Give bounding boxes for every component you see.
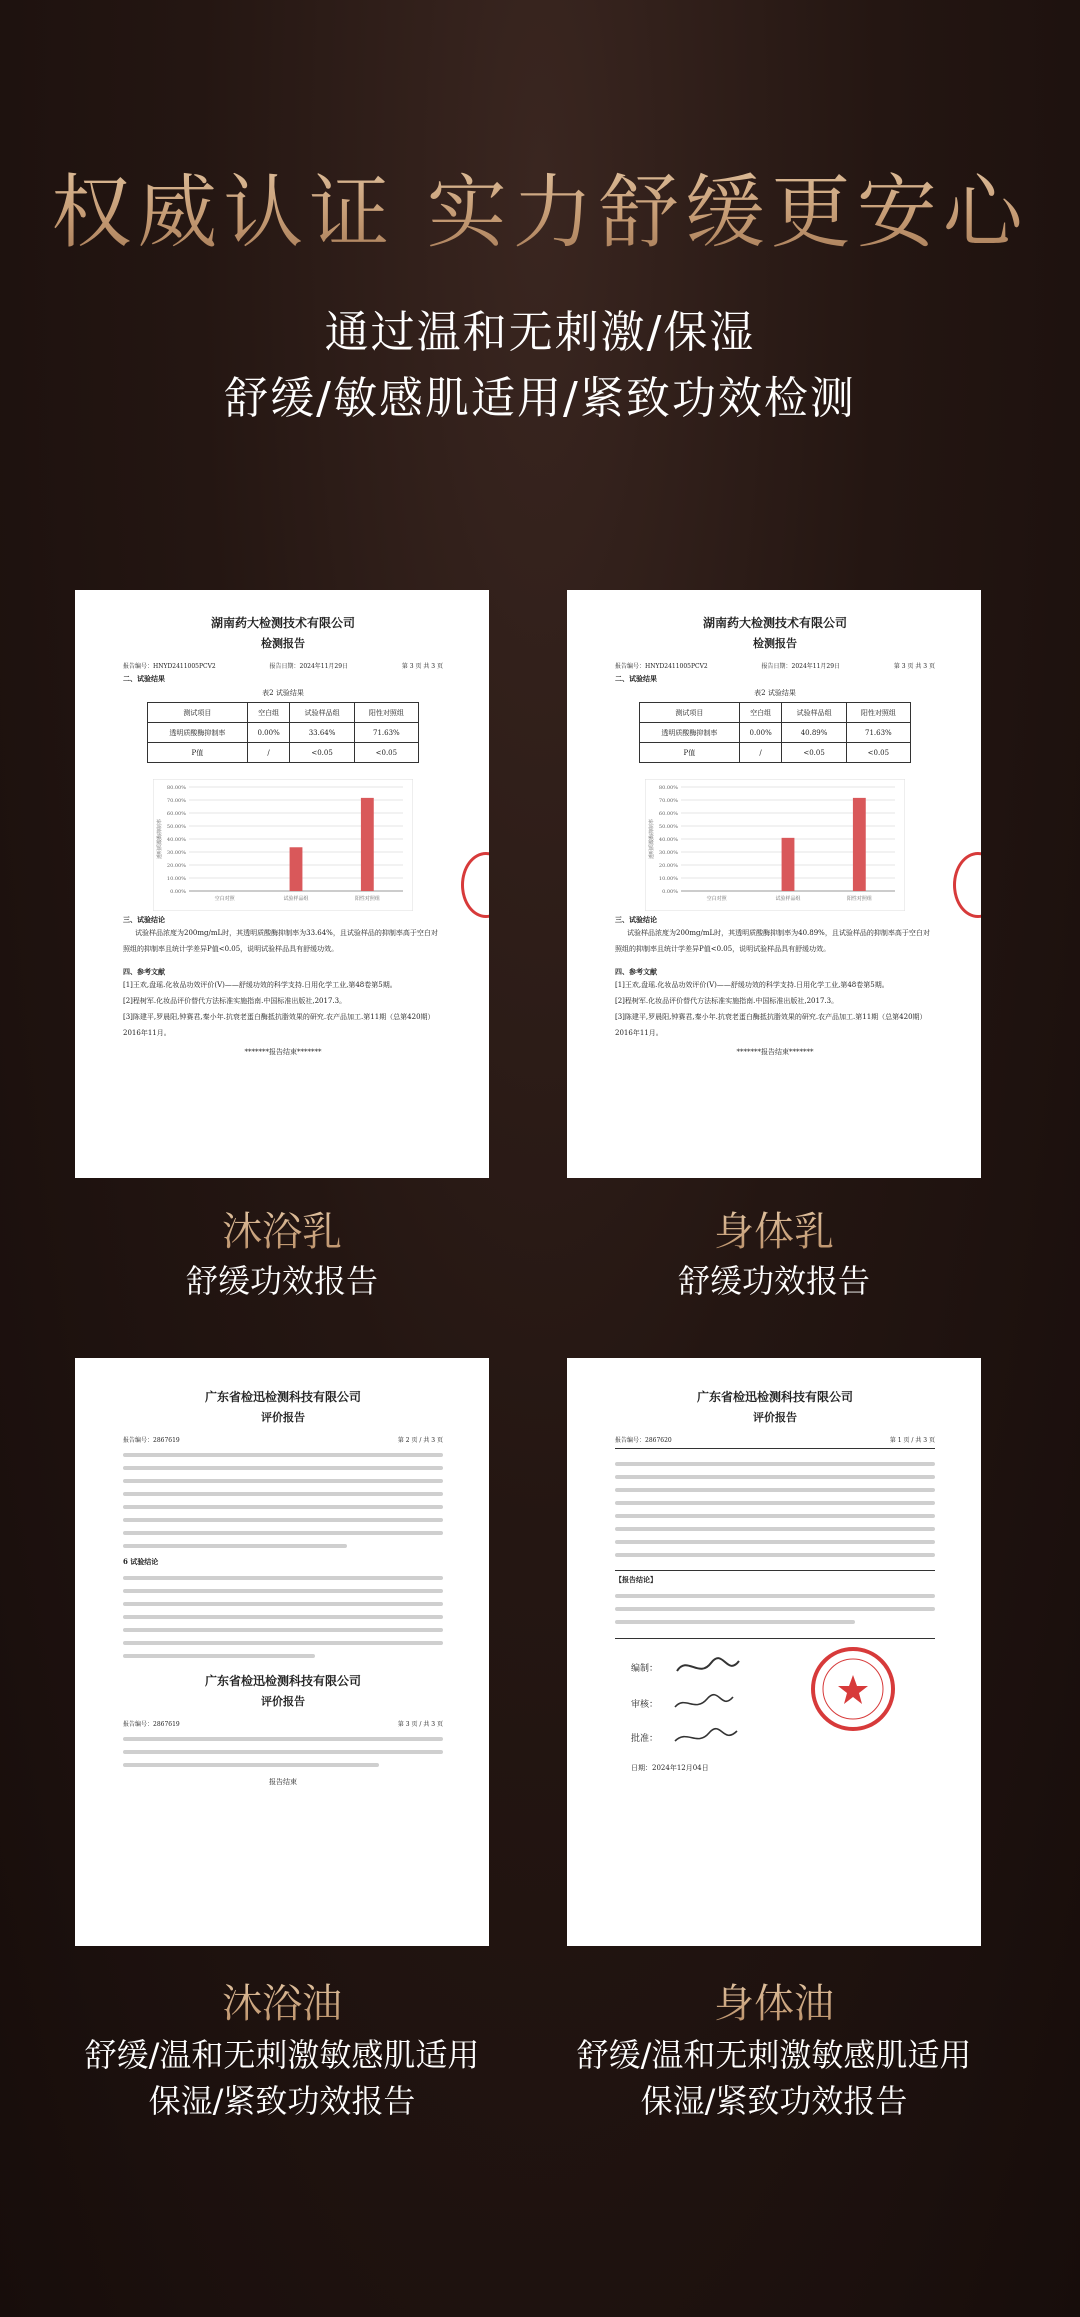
doc1-result-table bbox=[147, 702, 419, 763]
text-line bbox=[615, 1462, 935, 1466]
card-3-subtitle-2: 保湿/紧致功效报告 bbox=[148, 2082, 416, 2120]
y-tick-label: 50.00% bbox=[658, 824, 678, 830]
card-1-title: 沐浴乳 bbox=[72, 1200, 492, 1257]
text-line bbox=[123, 1763, 379, 1767]
x-tick-label: 试验样品组 bbox=[775, 896, 801, 902]
report-document-1 bbox=[75, 590, 489, 1178]
doc1-section-2: 二、试验结果 bbox=[123, 674, 165, 683]
card-3-title: 沐浴油 bbox=[72, 1972, 492, 2029]
table-cell: <0.05 bbox=[290, 743, 354, 763]
doc2-section-4: 四、参考文献 bbox=[615, 967, 657, 976]
y-tick-label: 60.00% bbox=[166, 811, 186, 817]
table-header: 试验样品组 bbox=[782, 703, 846, 723]
table-cell: 33.64% bbox=[290, 723, 354, 743]
card-1-subtitle: 舒缓功效报告 bbox=[185, 1262, 378, 1300]
table-cell: 0.00% bbox=[739, 723, 782, 743]
doc2-page: 第 3 页 共 3 页 bbox=[893, 663, 935, 670]
report-document-3 bbox=[75, 1358, 489, 1946]
chart-bar bbox=[782, 838, 795, 891]
text-line bbox=[123, 1531, 443, 1535]
card-3-subtitle-1: 舒缓/温和无刺激敏感肌适用 bbox=[84, 2036, 480, 2074]
card-2-title: 身体乳 bbox=[564, 1200, 984, 1257]
text-line bbox=[123, 1750, 443, 1754]
text-line bbox=[123, 1602, 443, 1606]
y-tick-label: 80.00% bbox=[166, 785, 186, 791]
y-tick-label: 30.00% bbox=[166, 850, 186, 856]
doc3-section-6: 6 试验结论 bbox=[123, 1557, 159, 1566]
y-tick-label: 40.00% bbox=[166, 837, 186, 843]
doc2-company: 湖南药大检测技术有限公司 bbox=[702, 616, 847, 630]
doc1-ref-1: [1]王欢,盘瑶.化妆品功效评价(V)——舒缓功效的科学支持.日用化学工业,第48卷第5期。 bbox=[123, 981, 397, 989]
chart-bar bbox=[361, 798, 374, 891]
doc1-section-4: 四、参考文献 bbox=[123, 967, 165, 976]
y-tick-label: 30.00% bbox=[658, 850, 678, 856]
y-tick-label: 0.00% bbox=[170, 889, 186, 895]
doc4-info-table bbox=[615, 1448, 935, 1571]
text-line bbox=[615, 1514, 935, 1518]
x-tick-label: 阳性对照组 bbox=[354, 896, 380, 902]
doc4-page: 第 1 页 / 共 3 页 bbox=[889, 1437, 935, 1444]
y-tick-label: 10.00% bbox=[166, 876, 186, 882]
y-tick-label: 70.00% bbox=[166, 798, 186, 804]
doc2-conclusion: 试验样品浓度为200mg/mL时，其透明质酸酶抑制率为40.89%，且试验样品的抑制率高于空白对照组的抑制率且统计学差异P值<0.05，说明试验样品具有舒缓功效。 bbox=[615, 929, 930, 953]
table-header: 空白组 bbox=[739, 703, 782, 723]
doc3-company-2: 广东省检迅检测科技有限公司 bbox=[204, 1674, 361, 1688]
doc1-ref-2: [2]程树军.化妆品评价替代方法标准实施指南.中国标准出版社,2017.3。 bbox=[123, 997, 347, 1005]
subheadline-1: 通过温和无刺激/保湿 bbox=[324, 307, 756, 358]
y-tick-label: 60.00% bbox=[658, 811, 678, 817]
table-cell: <0.05 bbox=[782, 743, 846, 763]
doc3-page-2: 第 3 页 / 共 3 页 bbox=[397, 1721, 443, 1728]
text-line bbox=[123, 1576, 443, 1580]
x-tick-label: 空白对照 bbox=[214, 896, 235, 902]
doc2-section-2: 二、试验结果 bbox=[615, 674, 657, 683]
text-line bbox=[615, 1553, 935, 1557]
table-cell: <0.05 bbox=[846, 743, 910, 763]
doc2-ref-3: [3]陈建平,罗晨阳,钟赛君,秦小年.抗衰老蛋白酶抵抗脂效果的研究.农产品加工.第11期（总第420期）2016年11月。 bbox=[615, 1013, 927, 1037]
card-4-title: 身体油 bbox=[564, 1972, 984, 2029]
doc2-section-3: 三、试验结论 bbox=[615, 915, 657, 924]
doc3-page: 第 2 页 / 共 3 页 bbox=[397, 1437, 443, 1444]
text-line bbox=[123, 1615, 443, 1619]
doc2-bar-chart bbox=[645, 779, 905, 911]
y-axis-label: 透明质酸酶抑制率 bbox=[649, 818, 655, 860]
doc1-page: 第 3 页 共 3 页 bbox=[401, 663, 443, 670]
doc3-title-2: 评价报告 bbox=[261, 1695, 305, 1708]
text-line bbox=[615, 1540, 935, 1544]
text-line bbox=[615, 1620, 855, 1624]
x-tick-label: 空白对照 bbox=[706, 896, 727, 902]
table-header: 阳性对照组 bbox=[354, 703, 418, 723]
table-header: 试验样品组 bbox=[290, 703, 354, 723]
table-header: 阳性对照组 bbox=[846, 703, 910, 723]
table-cell: 71.63% bbox=[354, 723, 418, 743]
doc2-end: *******报告结束******* bbox=[736, 1048, 814, 1056]
doc4-report-no: 报告编号：2867620 bbox=[615, 1437, 672, 1444]
subheadline-2: 舒缓/敏感肌适用/紧致功效检测 bbox=[224, 373, 856, 424]
y-tick-label: 20.00% bbox=[658, 863, 678, 869]
table-cell: 透明质酸酶抑制率 bbox=[148, 723, 248, 743]
table-cell: <0.05 bbox=[354, 743, 418, 763]
y-tick-label: 80.00% bbox=[658, 785, 678, 791]
y-axis-label: 透明质酸酶抑制率 bbox=[157, 818, 163, 860]
text-line bbox=[615, 1488, 935, 1492]
y-tick-label: 0.00% bbox=[662, 889, 678, 895]
doc3-title: 评价报告 bbox=[261, 1411, 305, 1424]
x-tick-label: 试验样品组 bbox=[283, 896, 309, 902]
text-line bbox=[615, 1527, 935, 1531]
table-cell: 40.89% bbox=[782, 723, 846, 743]
y-tick-label: 40.00% bbox=[658, 837, 678, 843]
table-cell: 透明质酸酶抑制率 bbox=[640, 723, 740, 743]
doc4-date: 日期：2024年12月04日 bbox=[631, 1764, 709, 1772]
doc1-table-title: 表2 试验结果 bbox=[262, 689, 304, 697]
seal-stamp bbox=[461, 852, 489, 918]
y-tick-label: 50.00% bbox=[166, 824, 186, 830]
table-cell: / bbox=[247, 743, 290, 763]
doc4-company: 广东省检迅检测科技有限公司 bbox=[696, 1390, 853, 1404]
doc3-report-no-2: 报告编号：2867619 bbox=[123, 1721, 180, 1728]
chart-bar bbox=[853, 798, 866, 891]
text-line bbox=[123, 1453, 443, 1457]
table-cell: 0.00% bbox=[247, 723, 290, 743]
doc2-report-no: 报告编号：HNYD2411005PCV2 bbox=[615, 663, 708, 670]
text-line bbox=[123, 1654, 315, 1658]
x-tick-label: 阳性对照组 bbox=[846, 896, 872, 902]
doc3-report-no: 报告编号：2867619 bbox=[123, 1437, 180, 1444]
doc1-ref-3: [3]陈建平,罗晨阳,钟赛君,秦小年.抗衰老蛋白酶抵抗脂效果的研究.农产品加工.第11期（总第420期）2016年11月。 bbox=[123, 1013, 435, 1037]
text-line bbox=[615, 1607, 935, 1611]
y-tick-label: 20.00% bbox=[166, 863, 186, 869]
doc4-compiler-label: 编制： bbox=[631, 1664, 659, 1674]
text-line bbox=[123, 1518, 443, 1522]
text-line bbox=[615, 1594, 935, 1598]
headline: 权威认证 实力舒缓更安心 bbox=[0, 148, 1080, 263]
doc2-report-date: 报告日期：2024年11月29日 bbox=[761, 663, 841, 670]
doc3-end: 报告结束 bbox=[269, 1778, 297, 1786]
text-line bbox=[123, 1544, 347, 1548]
text-line bbox=[123, 1737, 443, 1741]
doc1-company: 湖南药大检测技术有限公司 bbox=[210, 616, 355, 630]
doc1-conclusion: 试验样品浓度为200mg/mL时，其透明质酸酶抑制率为33.64%，且试验样品的抑制率高于空白对照组的抑制率且统计学差异P值<0.05，说明试验样品具有舒缓功效。 bbox=[123, 929, 438, 953]
table-cell: 71.63% bbox=[846, 723, 910, 743]
table-header: 测试项目 bbox=[640, 703, 740, 723]
doc1-end: *******报告结束******* bbox=[244, 1048, 322, 1056]
doc4-reviewer-label: 审核： bbox=[631, 1700, 659, 1710]
doc2-table-title: 表2 试验结果 bbox=[754, 689, 796, 697]
table-header: 测试项目 bbox=[148, 703, 248, 723]
table-cell: P值 bbox=[640, 743, 740, 763]
table-header: 空白组 bbox=[247, 703, 290, 723]
doc2-result-table bbox=[639, 702, 911, 763]
table-cell: P值 bbox=[148, 743, 248, 763]
doc4-approver-label: 批准： bbox=[631, 1734, 659, 1744]
doc1-report-date: 报告日期：2024年11月29日 bbox=[269, 663, 349, 670]
text-line bbox=[123, 1589, 443, 1593]
doc4-conclusion-title: 【报告结论】 bbox=[615, 1575, 657, 1584]
table-cell: / bbox=[739, 743, 782, 763]
text-line bbox=[123, 1492, 443, 1496]
y-tick-label: 10.00% bbox=[658, 876, 678, 882]
text-line bbox=[123, 1641, 443, 1645]
text-line bbox=[615, 1475, 935, 1479]
text-line bbox=[123, 1628, 443, 1632]
official-seal bbox=[809, 1645, 897, 1733]
doc2-ref-1: [1]王欢,盘瑶.化妆品功效评价(V)——舒缓功效的科学支持.日用化学工业,第48卷第5期。 bbox=[615, 981, 889, 989]
text-line bbox=[615, 1501, 935, 1505]
card-4-subtitle-1: 舒缓/温和无刺激敏感肌适用 bbox=[576, 2036, 972, 2074]
card-2-subtitle: 舒缓功效报告 bbox=[677, 1262, 870, 1300]
text-line bbox=[123, 1466, 443, 1470]
doc1-title: 检测报告 bbox=[261, 637, 305, 650]
doc2-title: 检测报告 bbox=[753, 637, 797, 650]
y-tick-label: 70.00% bbox=[658, 798, 678, 804]
signatures bbox=[667, 1649, 787, 1759]
doc1-section-3: 三、试验结论 bbox=[123, 915, 165, 924]
report-document-2 bbox=[567, 590, 981, 1178]
card-4-subtitle-2: 保湿/紧致功效报告 bbox=[640, 2082, 908, 2120]
text-line bbox=[123, 1505, 443, 1509]
doc2-ref-2: [2]程树军.化妆品评价替代方法标准实施指南.中国标准出版社,2017.3。 bbox=[615, 997, 839, 1005]
doc1-report-no: 报告编号：HNYD2411005PCV2 bbox=[123, 663, 216, 670]
report-document-4 bbox=[567, 1358, 981, 1946]
seal-stamp bbox=[953, 852, 981, 918]
doc4-title: 评价报告 bbox=[753, 1411, 797, 1424]
chart-bar bbox=[290, 847, 303, 891]
doc3-company: 广东省检迅检测科技有限公司 bbox=[204, 1390, 361, 1404]
text-line bbox=[123, 1479, 443, 1483]
doc1-bar-chart bbox=[153, 779, 413, 911]
